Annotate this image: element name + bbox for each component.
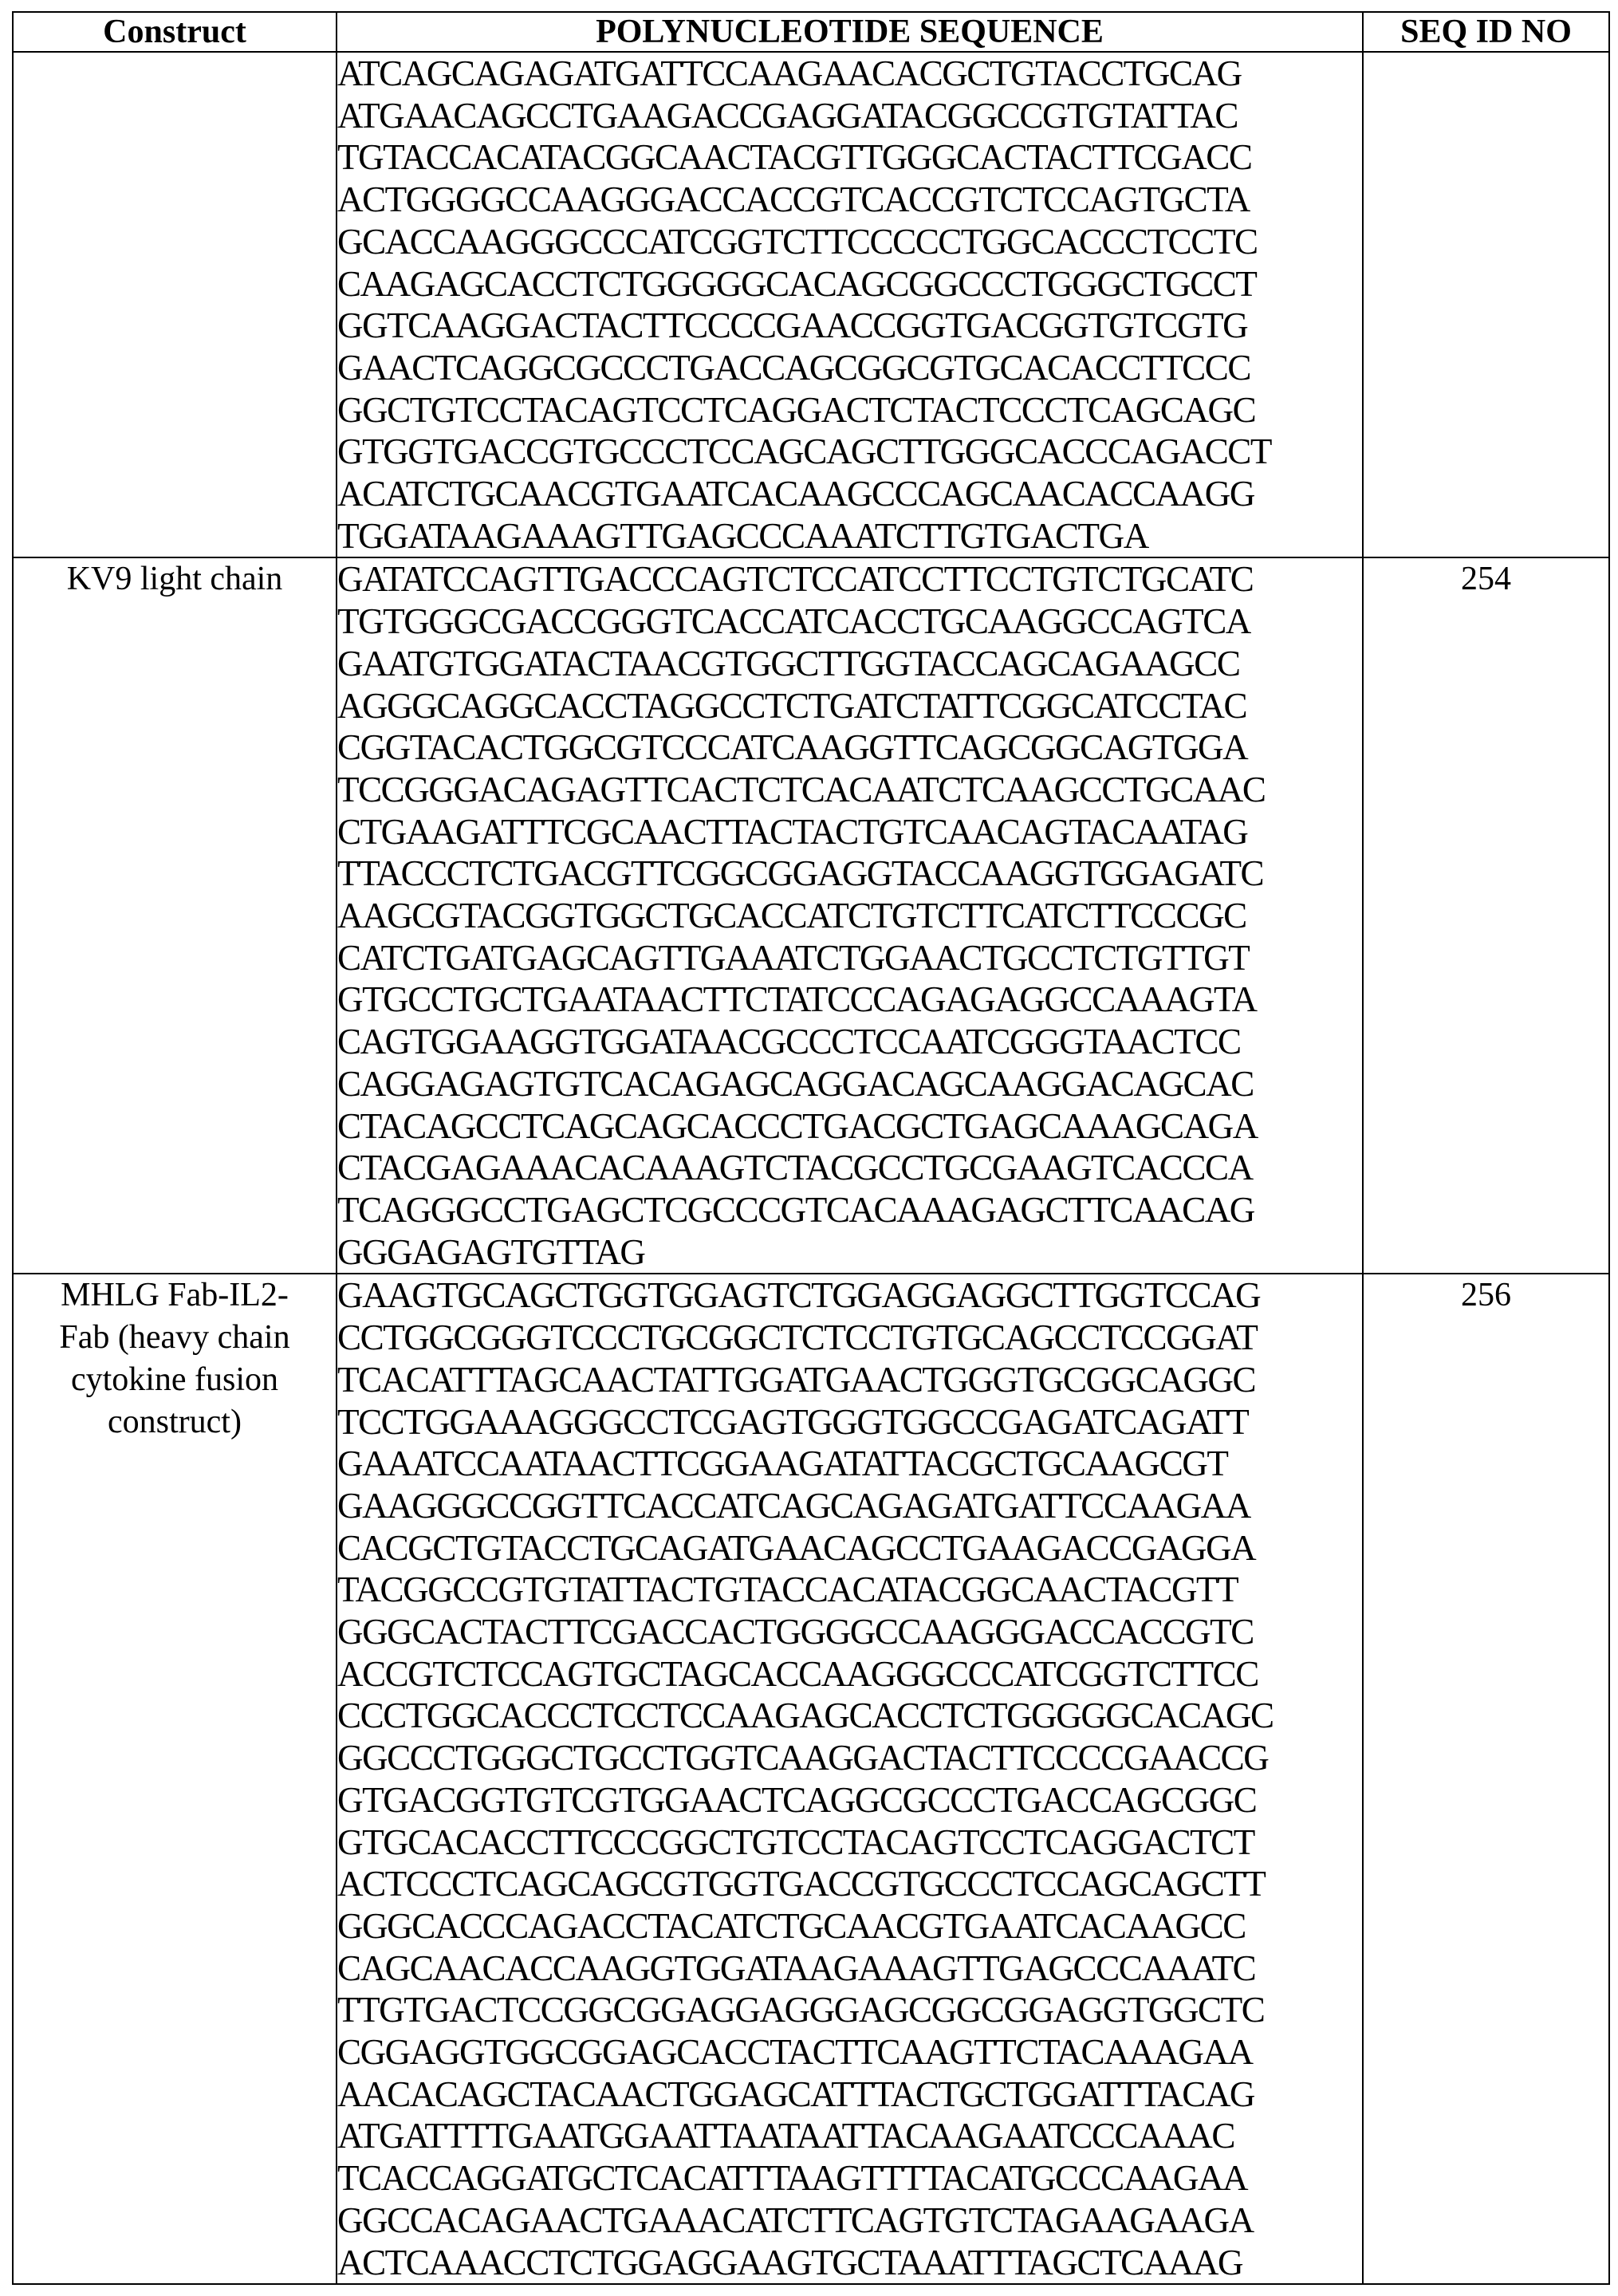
- sequence-line: TCAGGGCCTGAGCTCGCCCGTCACAAAGAGCTTCAACAG: [337, 1188, 1254, 1230]
- sequence-line: GTGGTGACCGTGCCCTCCAGCAGCTTGGGCACCCAGACCT: [337, 431, 1271, 472]
- sequence-line: TCACATTTAGCAACTATTGGATGAACTGGGTGCGGCAGGC: [337, 1358, 1256, 1400]
- construct-cell: [13, 1274, 337, 2284]
- sequence-line: TCACCAGGATGCTCACATTTAAGTTTTACATGCCCAAGAA: [337, 2157, 1248, 2199]
- construct-cell: [13, 557, 337, 1274]
- sequence-line: TTACCCTCTGACGTTCGGCGGAGGTACCAAGGTGGAGATC: [337, 853, 1264, 894]
- sequence-line: GGCTGTCCTACAGTCCTCAGGACTCTACTCCCTCAGCAGC: [337, 388, 1256, 430]
- table-row: [13, 1274, 1609, 2284]
- seq-id-cell: 256: [1363, 1274, 1609, 2284]
- seq-id-cell: [1363, 52, 1609, 557]
- sequence-cell: [337, 1274, 1363, 2284]
- sequence-line: TACGGCCGTGTATTACTGTACCACATACGGCAACTACGTT: [337, 1569, 1238, 1610]
- table-row: [13, 557, 1609, 1274]
- sequence-line: CAGTGGAAGGTGGATAACGCCCTCCAATCGGGTAACTCC: [337, 1021, 1241, 1062]
- sequence-line: GATATCCAGTTGACCCAGTCTCCATCCTTCCTGTCTGCATC: [337, 558, 1254, 600]
- sequence-line: GAAATCCAATAACTTCGGAAGATATTACGCTGCAAGCGT: [337, 1443, 1228, 1484]
- sequence-line: GGGCACTACTTCGACCACTGGGGCCAAGGGACCACCGTC: [337, 1611, 1254, 1652]
- sequence-line: GAAGTGCAGCTGGTGGAGTCTGGAGGAGGCTTGGTCCAG: [337, 1274, 1261, 1316]
- sequence-line: GTGACGGTGTCGTGGAACTCAGGCGCCCTGACCAGCGGC: [337, 1778, 1257, 1820]
- sequence-line: TCCTGGAAAGGGCCTCGAGTGGGTGGCCGAGATCAGATT: [337, 1400, 1249, 1442]
- sequence-line: ATGAACAGCCTGAAGACCGAGGATACGGCCGTGTATTAC: [337, 94, 1238, 136]
- sequence-line: CATCTGATGAGCAGTTGAAATCTGGAACTGCCTCTGTTGT: [337, 936, 1250, 978]
- sequence-line: GCACCAAGGGCCCATCGGTCTTCCCCCTGGCACCCTCCTC: [337, 220, 1258, 262]
- sequence-line: ACTCAAACCTCTGGAGGAAGTGCTAAATTTAGCTCAAAG: [337, 2241, 1243, 2282]
- seq-id-cell: 254: [1363, 557, 1609, 1274]
- sequence-line: GAAGGGCCGGTTCACCATCAGCAGAGATGATTCCAAGAA: [337, 1484, 1250, 1526]
- construct-cell: [13, 52, 337, 557]
- sequence-line: ACATCTGCAACGTGAATCACAAGCCCAGCAACACCAAGG: [337, 473, 1254, 514]
- sequence-line: CCTGGCGGGTCCCTGCGGCTCTCCTGTGCAGCCTCCGGAT: [337, 1317, 1258, 1358]
- sequence-line: GAACTCAGGCGCCCTGACCAGCGGCGTGCACACCTTCCC: [337, 346, 1250, 388]
- construct-label: MHLG Fab-IL2-Fab (heavy chain cytokine fusion construct): [59, 1277, 290, 1440]
- sequence-line: ATGATTTTGAATGGAATTAATAATTACAAGAATCCCAAAC: [337, 2115, 1234, 2156]
- header-seq-id-no: SEQ ID NO: [1363, 12, 1609, 52]
- sequence-line: GGGAGAGTGTTAG: [337, 1231, 645, 1272]
- table-row: [13, 52, 1609, 557]
- sequence-line: ATCAGCAGAGATGATTCCAAGAACACGCTGTACCTGCAG: [337, 53, 1242, 93]
- sequence-line: AGGGCAGGCACCTAGGCCTCTGATCTATTCGGCATCCTAC: [337, 684, 1247, 726]
- sequence-line: CCCTGGCACCCTCCTCCAAGAGCACCTCTGGGGGCACAGC: [337, 1695, 1274, 1736]
- sequence-line: ACTCCCTCAGCAGCGTGGTGACCGTGCCCTCCAGCAGCTT: [337, 1863, 1266, 1904]
- sequence-cell: [337, 557, 1363, 1274]
- header-row: [13, 12, 1609, 52]
- sequence-line: AAGCGTACGGTGGCTGCACCATCTGTCTTCATCTTCCCGC: [337, 895, 1246, 936]
- sequence-table: [12, 11, 1610, 2285]
- sequence-line: CTGAAGATTTCGCAACTTACTACTGTCAACAGTACAATAG: [337, 810, 1248, 852]
- sequence-line: CTACAGCCTCAGCAGCACCCTGACGCTGAGCAAAGCAGA: [337, 1105, 1258, 1146]
- header-polynucleotide-sequence: POLYNUCLEOTIDE SEQUENCE: [337, 12, 1363, 52]
- sequence-line: GGCCCTGGGCTGCCTGGTCAAGGACTACTTCCCCGAACCG: [337, 1737, 1269, 1778]
- sequence-cell: [337, 52, 1363, 557]
- sequence-line: ACTGGGGCCAAGGGACCACCGTCACCGTCTCCAGTGCTA: [337, 179, 1250, 220]
- sequence-line: GTGCACACCTTCCCGGCTGTCCTACAGTCCTCAGGACTCT: [337, 1821, 1254, 1862]
- construct-label: KV9 light chain: [66, 561, 283, 598]
- sequence-line: CAGGAGAGTGTCACAGAGCAGGACAGCAAGGACAGCAC: [337, 1062, 1254, 1104]
- sequence-line: CTACGAGAAACACAAAGTCTACGCCTGCGAAGTCACCCA: [337, 1147, 1253, 1188]
- sequence-line: TCCGGGACAGAGTTCACTCTCACAATCTCAAGCCTGCAAC: [337, 768, 1266, 809]
- header-construct: Construct: [13, 12, 337, 52]
- sequence-line: CGGTACACTGGCGTCCCATCAAGGTTCAGCGGCAGTGGA: [337, 727, 1248, 768]
- sequence-line: GGGCACCCAGACCTACATCTGCAACGTGAATCACAAGCC: [337, 1904, 1246, 1946]
- sequence-line: GTGCCTGCTGAATAACTTCTATCCCAGAGAGGCCAAAGTA: [337, 979, 1257, 1020]
- sequence-line: CAGCAACACCAAGGTGGATAAGAAAGTTGAGCCCAAATC: [337, 1947, 1256, 1988]
- sequence-line: TGTACCACATACGGCAACTACGTTGGGCACTACTTCGACC: [337, 136, 1252, 178]
- sequence-line: TTGTGACTCCGGCGGAGGAGGGAGCGGCGGAGGTGGCTC: [337, 1989, 1265, 2030]
- sequence-line: TGTGGGCGACCGGGTCACCATCACCTGCAAGGCCAGTCA: [337, 601, 1250, 642]
- sequence-line: GAATGTGGATACTAACGTGGCTTGGTACCAGCAGAAGCC: [337, 642, 1240, 683]
- sequence-line: CAAGAGCACCTCTGGGGGCACAGCGGCCCTGGGCTGCCT: [337, 262, 1257, 304]
- sequence-line: AACACAGCTACAACTGGAGCATTTACTGCTGGATTTACAG: [337, 2073, 1255, 2114]
- sequence-line: ACCGTCTCCAGTGCTAGCACCAAGGGCCCATCGGTCTTCC: [337, 1652, 1258, 1694]
- sequence-line: CACGCTGTACCTGCAGATGAACAGCCTGAAGACCGAGGA: [337, 1526, 1256, 1568]
- sequence-line: CGGAGGTGGCGGAGCACCTACTTCAAGTTCTACAAAGAA: [337, 2031, 1253, 2073]
- sequence-line: GGCCACAGAACTGAAACATCTTCAGTGTCTAGAAGAAGA: [337, 2199, 1254, 2240]
- sequence-line: TGGATAAGAAAGTTGAGCCCAAATCTTGTGACTGA: [337, 514, 1148, 556]
- sequence-line: GGTCAAGGACTACTTCCCCGAACCGGTGACGGTGTCGTG: [337, 305, 1248, 346]
